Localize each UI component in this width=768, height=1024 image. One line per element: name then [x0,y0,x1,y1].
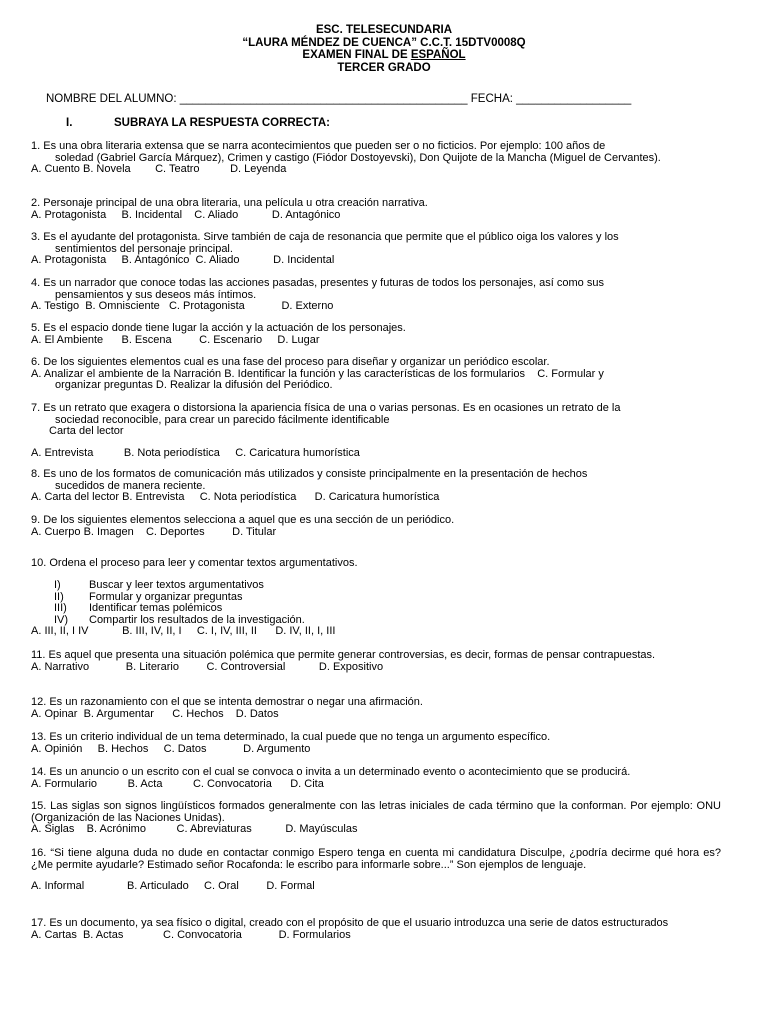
exam-prefix: EXAMEN FINAL DE [302,49,411,61]
question-12 [31,697,721,720]
question-9 [31,515,721,538]
question-text-cont: soledad (Gabriel García Márquez), Crimen y castigo (Fiódor Dostoyevski), Don Quijote de la Mancha (Miguel de Cervantes). [55,151,661,164]
step-roman: I) [54,579,61,591]
question-text-cont: sucedidos de manera reciente. [55,479,206,492]
question-options: A. Carta del lector B. Entrevista C. Nota periodística D. Caricatura humorística [31,491,440,504]
question-16 [31,848,721,893]
question-text: 14. Es un anuncio o un escrito con el cual se convoca o invita a un determinado evento o acontecimiento que se producirá. [31,766,631,778]
step-text: Formular y organizar preguntas [89,590,243,603]
question-17 [31,918,721,941]
step-text: Identificar temas polémicos [89,602,223,615]
question-text: 12. Es un razonamiento con el que se intenta demostrar o negar una afirmación. [31,696,423,708]
question-options: A. Formulario B. Acta C. Convocatoria D. Cita [31,777,324,790]
question-text: 16. “Si tiene alguna duda no dude en contactar conmigo Espero tenga en cuenta mi candidatura Disculpe, ¿podría decirme qué hora es? ¿Me permite ayudarle? Estimado señor Rocafonda: le escribo para informarle sobre...” Son ejemplos de lenguaje. [31,847,721,871]
section-title: SUBRAYA LA RESPUESTA CORRECTA: [114,117,330,129]
school-name: “LAURA MÉNDEZ DE CUENCA” C.C.T. 15DTV0008Q [242,36,526,49]
question-text-cont: sentimientos del personaje principal. [55,242,233,255]
question-options: A. Protagonista B. Antagónico C. Aliado D. Incidental [31,254,335,267]
question-options: A. III, II, I IV B. III, IV, II, I C. I, IV, III, II D. IV, II, I, III [31,625,336,637]
question-text: 17. Es un documento, ya sea físico o digital, creado con el propósito de que el usuario introduzca una serie de datos estructurados [31,917,669,929]
question-options: A. Opinar B. Argumentar C. Hechos D. Datos [31,707,279,720]
question-1 [31,141,721,176]
step-text: Buscar y leer textos argumentativos [89,579,264,591]
question-15 [31,801,721,836]
question-text: 13. Es un criterio individual de un tema determinado, la cual puede que no tenga un argumento específico. [31,731,551,743]
question-14 [31,767,721,790]
question-text: 1. Es una obra literaria extensa que se narra acontecimientos que pueden ser o no ficticios. Por ejemplo: 100 años de [31,140,606,152]
question-options: A. Entrevista B. Nota periodística C. Caricatura humorística [31,446,360,459]
question-text: 15. Las siglas son signos lingüísticos formados generalmente con las letras iniciales de cada término que la conforman. Por ejemplo: ONU (Organización de las Naciones Unidas). [31,800,721,824]
question-text: 5. Es el espacio donde tiene lugar la acción y la actuación de los personajes. [31,322,406,334]
question-text-cont: pensamientos y sus deseos más íntimos. [55,288,257,301]
question-text: 9. De los siguientes elementos selecciona a aquel que es una sección de un periódico. [31,514,455,526]
question-options: A. Cartas B. Actas C. Convocatoria D. Formularios [31,928,351,941]
question-options: A. Siglas B. Acrónimo C. Abreviaturas D. Mayúsculas [31,823,358,836]
question-5 [31,323,721,346]
question-13 [31,732,721,755]
question-2 [31,198,721,221]
question-text: 3. Es el ayudante del protagonista. Sirve también de caja de resonancia que permite que el público oiga los valores y los [31,231,619,243]
student-name-date-line: NOMBRE DEL ALUMNO: _____________________________________________ FECHA: __________________ [46,93,632,105]
question-options: A. Protagonista B. Incidental C. Aliado D. Antagónico [31,208,341,221]
question-options: A. Analizar el ambiente de la Narración B. Identificar la función y las características de los formularios C. Formular y [31,367,604,380]
question-11 [31,650,721,673]
question-10-steps [54,580,305,626]
question-text-cont: sociedad reconocible, para crear un parecido fácilmente identificable [55,413,390,426]
question-8 [31,469,721,504]
question-options: A. Cuerpo B. Imagen C. Deportes D. Titular [31,525,277,538]
question-4 [31,278,721,313]
question-text: 7. Es un retrato que exagera o distorsiona la apariencia física de una o varias personas. Es en ocasiones un retrato de la [31,402,621,414]
question-options: A. Cuento B. Novela C. Teatro D. Leyenda [31,163,287,176]
question-10-options [31,626,721,638]
exam-title [0,49,768,62]
question-text-cont-2: Carta del lector [49,425,124,438]
exam-header [0,24,768,74]
question-text: 11. Es aquel que presenta una situación polémica que permite generar controversias, es decir, formas de pensar contrapuestas. [31,649,656,661]
question-options-cont: organizar preguntas D. Realizar la difusión del Periódico. [55,379,333,392]
question-text: 8. Es uno de los formatos de comunicación más utilizados y consiste principalmente en la presentación de hechos [31,468,588,480]
section-number: I. [66,117,73,129]
question-10 [31,558,721,570]
question-text: 2. Personaje principal de una obra literaria, una película u otra creación narrativa. [31,197,428,209]
question-text: 10. Ordena el proceso para leer y comentar textos argumentativos. [31,557,358,569]
question-7 [31,403,721,459]
question-options: A. Narrativo B. Literario C. Controversial D. Expositivo [31,660,384,673]
step-roman: IV) [54,613,69,626]
question-options: A. Informal B. Articulado C. Oral D. Formal [31,880,315,893]
exam-subject: ESPAÑOL [410,49,466,61]
question-options: A. Testigo B. Omnisciente C. Protagonista D. Externo [31,300,334,313]
step-roman: II) [54,590,64,603]
step-roman: III) [54,602,67,615]
question-text: 6. De los siguientes elementos cual es una fase del proceso para diseñar y organizar un periódico escolar. [31,356,550,368]
question-6 [31,357,721,392]
question-text: 4. Es un narrador que conoce todas las acciones pasadas, presentes y futuras de todos los personajes, así como sus [31,277,604,289]
school-title: ESC. TELESECUNDARIA [315,24,453,36]
section-heading [66,117,330,129]
grade-title: TERCER GRADO [337,61,431,74]
question-options: A. Opinión B. Hechos C. Datos D. Argumento [31,742,311,755]
question-options: A. El Ambiente B. Escena C. Escenario D. Lugar [31,333,320,346]
step-text: Compartir los resultados de la investigación. [89,613,305,626]
question-3 [31,232,721,267]
